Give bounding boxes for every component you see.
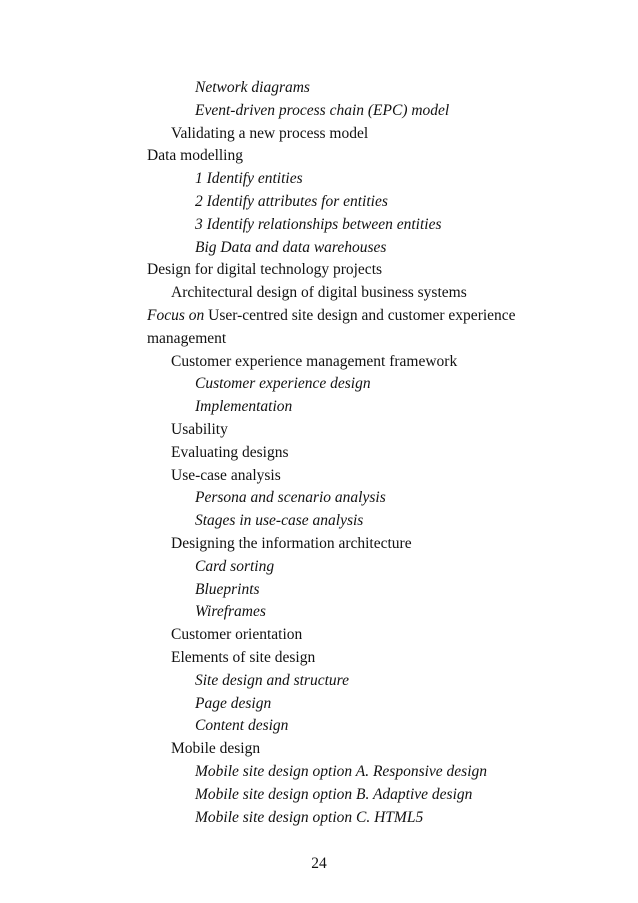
toc-entry: Customer orientation: [171, 626, 303, 644]
toc-section-heading: Data modelling: [147, 147, 243, 165]
toc-entry: Big Data and data warehouses: [195, 238, 387, 256]
toc-entry: Event-driven process chain (EPC) model: [195, 101, 450, 119]
toc-entry: Mobile site design option C. HTML5: [195, 808, 424, 826]
toc-entry: Mobile site design option A. Responsive design: [195, 762, 488, 780]
toc-entry: Validating a new process model: [171, 124, 369, 142]
toc-entry: Mobile design: [171, 740, 261, 758]
toc-section-heading: Design for digital technology projects: [147, 261, 383, 279]
toc-entry: Network diagrams: [195, 79, 310, 96]
page-number: 24: [311, 855, 327, 872]
toc-entry: Architectural design of digital business systems: [171, 284, 467, 302]
toc-entry: Page design: [195, 694, 272, 712]
toc-entry: Persona and scenario analysis: [195, 489, 386, 507]
toc-entry: Content design: [195, 717, 289, 735]
toc-entry: 3 Identify relationships between entities: [195, 215, 442, 233]
toc-entry-text: User-centred site design and customer experience management: [147, 306, 516, 347]
toc-entry: Card sorting: [195, 557, 275, 575]
toc-entry: 1 Identify entities: [195, 170, 303, 188]
toc-entry: Implementation: [195, 398, 293, 416]
toc-entry: Evaluating designs: [171, 443, 289, 461]
focus-on-prefix: Focus on: [147, 306, 205, 324]
toc-entry: Customer experience management framework: [171, 352, 458, 370]
toc-section-heading: [0, 305, 537, 351]
toc-entry: Site design and structure: [195, 671, 349, 689]
toc-entry: Customer experience design: [195, 375, 371, 393]
toc-entry: 2 Identify attributes for entities: [195, 192, 388, 210]
toc-entry: Designing the information architecture: [171, 534, 412, 552]
toc-entry: Mobile site design option B. Adaptive design: [195, 785, 473, 803]
toc-entry: Wireframes: [195, 603, 266, 621]
toc-entry: Elements of site design: [171, 648, 316, 666]
toc-entry: Use-case analysis: [171, 466, 281, 484]
toc-entry: Stages in use-case analysis: [195, 512, 364, 530]
toc-entry: Blueprints: [195, 580, 260, 598]
toc-entry: Usability: [171, 420, 228, 438]
table-of-contents: [0, 77, 638, 829]
